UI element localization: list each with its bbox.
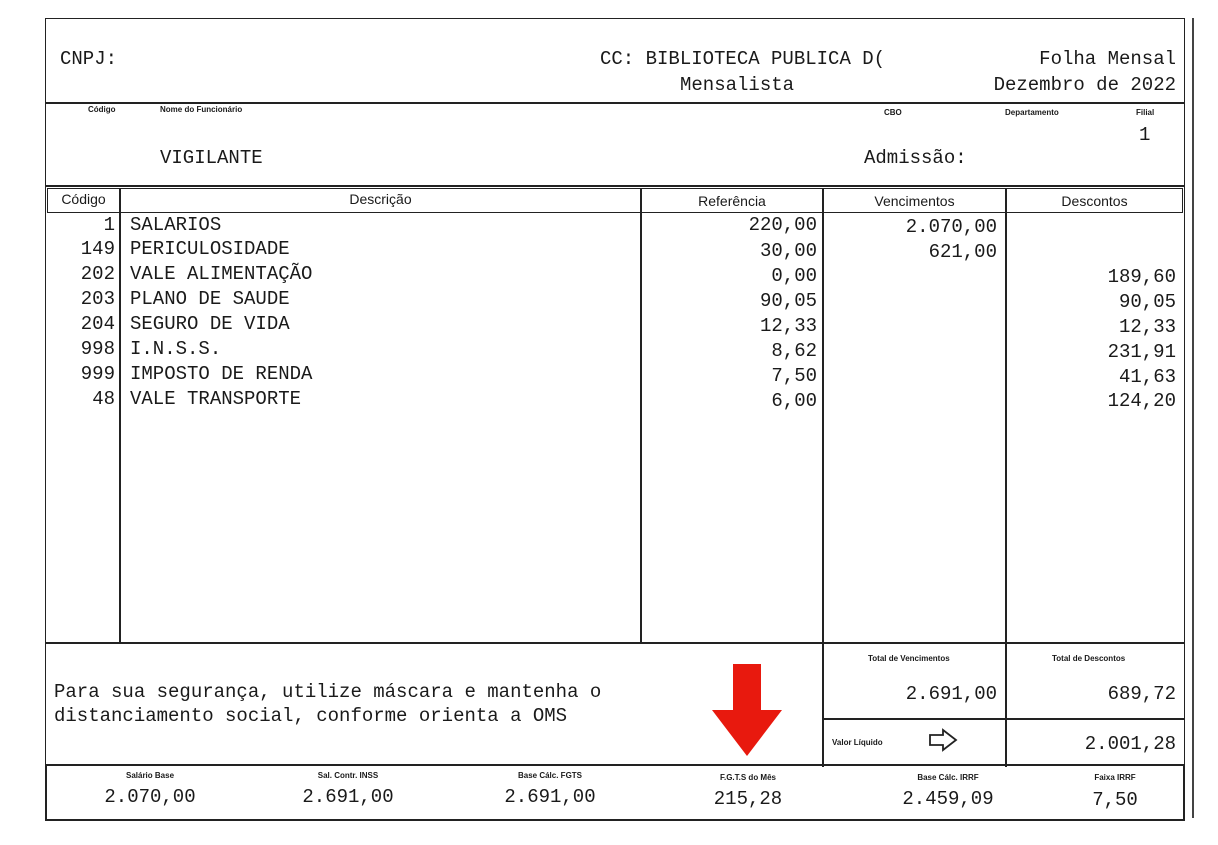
footer-label-irrf-base: Base Cálc. IRRF (917, 773, 979, 782)
header-reference-text: Referência (698, 193, 766, 209)
footer-label-irrf-bracket: Faixa IRRF (1094, 773, 1136, 782)
branch-value: 1 (1139, 124, 1151, 146)
row-7-code: 999 (80, 363, 115, 385)
row-6-code: 998 (80, 338, 115, 360)
net-value-label: Valor Líquido (832, 738, 883, 747)
row-2-description: PERICULOSIDADE (130, 238, 290, 260)
footer-top-border (46, 764, 1184, 766)
header-code-text: Código (61, 191, 106, 207)
row-3-code: 202 (80, 263, 115, 285)
divider-description (640, 212, 642, 643)
footer-label-inss-contribution: Sal. Contr. INSS (317, 771, 379, 780)
divider-code (119, 212, 121, 643)
row-8-reference: 6,00 (771, 390, 817, 412)
footer-value-irrf-bracket: 7,50 (1092, 789, 1138, 811)
row-5-deductions: 12,33 (1118, 316, 1176, 338)
footer-label-fgts-month: F.G.T.S do Mês (719, 773, 776, 782)
total-deductions-label: Total de Descontos (1052, 654, 1126, 663)
row-1-earnings: 2.070,00 (905, 216, 997, 238)
footer-label-fgts-base: Base Cálc. FGTS (517, 771, 583, 780)
safety-notice-line-2: distanciamento social, conforme orienta a OMS (54, 705, 568, 727)
row-4-code: 203 (80, 288, 115, 310)
row-4-reference: 90,05 (759, 290, 817, 312)
sheet-type: Folha Mensal (1039, 48, 1176, 70)
safety-notice-line-1: Para sua segurança, utilize máscara e mantenha o (54, 681, 602, 703)
cbo-label: CBO (884, 108, 902, 117)
code-label: Código (88, 105, 116, 114)
row-2-code: 149 (80, 238, 115, 260)
row-1-description: SALARIOS (130, 214, 222, 236)
employee-name-label: Nome do Funcionário (160, 105, 243, 114)
row-3-description: VALE ALIMENTAÇÃO (130, 263, 313, 285)
footer-value-irrf-base: 2.459,09 (902, 788, 994, 810)
row-5-reference: 12,33 (759, 315, 817, 337)
notice-top-border (46, 642, 1184, 644)
row-3-deductions: 189,60 (1107, 266, 1176, 288)
red-down-arrow-icon (710, 664, 784, 758)
pay-period: Dezembro de 2022 (993, 74, 1176, 96)
net-value-top-border (823, 718, 1184, 720)
footer-left-border (45, 764, 47, 821)
header-earnings-text: Vencimentos (874, 193, 955, 209)
company-name: CC: BIBLIOTECA PUBLICA D( (600, 48, 886, 70)
cnpj-label: CNPJ: (60, 48, 118, 70)
row-8-code: 48 (92, 388, 115, 410)
footer-bottom-border (46, 819, 1184, 821)
total-earnings-value: 2.691,00 (905, 683, 997, 705)
row-3-reference: 0,00 (771, 265, 817, 287)
scan-edge (1192, 18, 1194, 818)
divider-reference (822, 212, 824, 767)
footer-value-fgts-month: 215,28 (713, 788, 783, 810)
employee-role: VIGILANTE (160, 147, 263, 169)
row-4-description: PLANO DE SAUDE (130, 288, 290, 310)
branch-label: Filial (1136, 108, 1155, 117)
footer-right-border (1183, 764, 1185, 821)
footer-label-base-salary: Salário Base (125, 771, 175, 780)
right-outline-arrow-icon (928, 728, 958, 752)
row-2-reference: 30,00 (759, 240, 817, 262)
row-7-reference: 7,50 (771, 365, 817, 387)
footer-value-inss-contribution: 2.691,00 (302, 786, 394, 808)
row-7-deductions: 41,63 (1118, 366, 1176, 388)
divider-earnings (1005, 212, 1007, 767)
footer-value-base-salary: 2.070,00 (104, 786, 196, 808)
row-2-earnings: 621,00 (928, 241, 997, 263)
header-deductions-text: Descontos (1061, 193, 1128, 209)
row-5-description: SEGURO DE VIDA (130, 313, 290, 335)
row-6-reference: 8,62 (771, 340, 817, 362)
department-label: Departamento (1005, 108, 1059, 117)
header-description-text: Descrição (349, 191, 412, 207)
row-6-description: I.N.S.S. (130, 338, 222, 360)
total-deductions-value: 689,72 (1107, 683, 1176, 705)
net-value: 2.001,28 (1084, 733, 1176, 755)
row-8-description: VALE TRANSPORTE (130, 388, 302, 410)
row-1-reference: 220,00 (748, 214, 817, 236)
row-5-code: 204 (80, 313, 115, 335)
employee-category: Mensalista (680, 74, 795, 96)
row-8-deductions: 124,20 (1107, 390, 1176, 412)
admission-label: Admissão: (864, 147, 967, 169)
row-6-deductions: 231,91 (1107, 341, 1176, 363)
row-7-description: IMPOSTO DE RENDA (130, 363, 313, 385)
row-1-code: 1 (103, 214, 115, 236)
footer-value-fgts-base: 2.691,00 (504, 786, 596, 808)
total-earnings-label: Total de Vencimentos (868, 654, 950, 663)
row-4-deductions: 90,05 (1118, 291, 1176, 313)
